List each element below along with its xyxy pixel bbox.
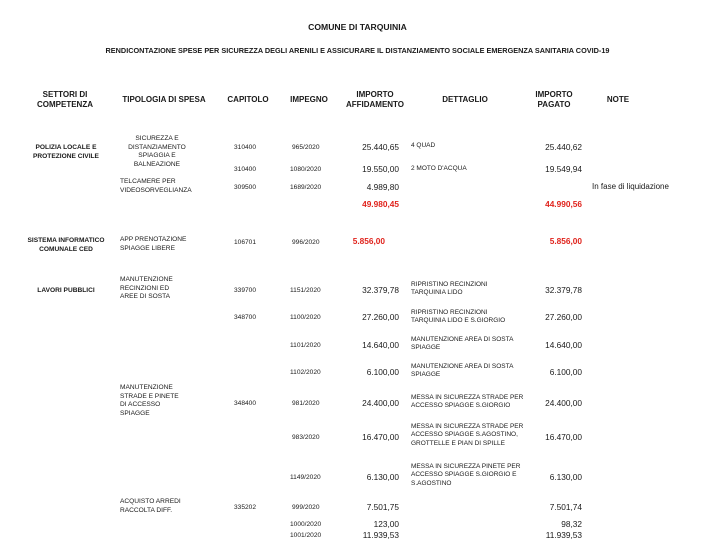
- affidamento-cell: 32.379,78: [362, 285, 399, 295]
- tipologia-t1-line2: DISTANZIAMENTO: [128, 143, 186, 151]
- tipologia-t5-line2: STRADE E PINETE: [120, 392, 179, 400]
- header-capitolo: CAPITOLO: [227, 95, 269, 104]
- header-note: NOTE: [606, 95, 630, 104]
- dettaglio-line2: SPIAGGE: [411, 344, 441, 352]
- affidamento-cell: 7.501,75: [366, 502, 399, 512]
- dettaglio-cell: [411, 423, 523, 448]
- pagato-cell: 32.379,78: [545, 285, 582, 295]
- pagato-cell: 14.640,00: [545, 340, 582, 350]
- capitolo-cell: 106701: [234, 239, 257, 246]
- affidamento-cell: 24.400,00: [362, 398, 399, 408]
- tipologia-t4-line2: RECINZIONI ED: [120, 284, 170, 292]
- tipologia-telecamere: [120, 178, 210, 195]
- affidamento-cell: 11.939,53: [362, 530, 399, 540]
- header-settori-line2: COMPETENZA: [37, 100, 93, 109]
- affidamento-cell: 19.550,00: [362, 164, 399, 174]
- impegno-cell: 1100/2020: [290, 314, 321, 321]
- impegno-cell: 965/2020: [292, 144, 320, 151]
- document-title: COMUNE DI TARQUINIA: [308, 22, 407, 32]
- header-affidamento-line2: AFFIDAMENTO: [345, 100, 405, 109]
- impegno-cell: 1151/2020: [290, 287, 321, 294]
- impegno-cell: 1102/2020: [290, 369, 321, 376]
- header-pagato-line1: IMPORTO: [535, 90, 573, 99]
- tipologia-manutenzione-strade: [120, 384, 210, 418]
- dettaglio-cell: 2 MOTO D'ACQUA: [411, 165, 467, 172]
- pagato-cell: 19.549,94: [545, 164, 582, 174]
- capitolo-cell: 310400: [234, 144, 257, 151]
- capitolo-cell: 310400: [234, 166, 257, 173]
- tipologia-t4-line1: MANUTENZIONE: [120, 276, 173, 283]
- pagato-cell: 16.470,00: [545, 432, 582, 442]
- affidamento-cell: 6.130,00: [366, 472, 399, 482]
- dettaglio-line1: MANUTENZIONE AREA DI SOSTA: [411, 363, 514, 370]
- tipologia-t1-line1: SICUREZZA E: [135, 135, 179, 142]
- pagato-cell: 27.260,00: [545, 312, 582, 322]
- header-tipologia: TIPOLOGIA DI SPESA: [122, 95, 206, 104]
- dettaglio-line2: TARQUINIA LIDO: [411, 289, 463, 297]
- tipologia-t6-line2: RACCOLTA DIFF.: [120, 506, 173, 514]
- affidamento-cell: 6.100,00: [366, 367, 399, 377]
- header-pagato-line2: PAGATO: [537, 100, 571, 109]
- dettaglio-line2: SPIAGGE: [411, 371, 441, 379]
- document-subtitle: RENDICONTAZIONE SPESE PER SICUREZZA DEGLI ARENILI E ASSICURARE IL DISTANZIAMENTO SOCIALE EMERGENZA SANITARIA COVID-19: [105, 46, 610, 55]
- affidamento-cell: 16.470,00: [362, 432, 399, 442]
- note-cell: In fase di liquidazione: [592, 182, 669, 191]
- affidamento-cell: 27.260,00: [362, 312, 399, 322]
- impegno-cell: 1001/2020: [290, 532, 322, 539]
- sector-polizia-line1: POLIZIA LOCALE E: [35, 144, 97, 151]
- total-pagato-ced: 5.856,00: [549, 236, 582, 246]
- dettaglio-line3: GROTTELLE E PIAN DI SPILLE: [411, 439, 505, 447]
- affidamento-cell: 4.989,80: [366, 182, 399, 192]
- tipologia-t5-line3: DI ACCESSO: [120, 401, 161, 409]
- affidamento-cell: 123,00: [373, 519, 399, 529]
- impegno-cell: 1689/2020: [290, 184, 322, 191]
- tipologia-acquisto-arredi: [120, 498, 210, 515]
- impegno-cell: 1149/2020: [290, 474, 321, 481]
- tipologia-app-prenotazione: [120, 236, 210, 253]
- dettaglio-line1: RIPRISTINO RECINZIONI: [411, 309, 488, 316]
- tipologia-t4-line3: AREE DI SOSTA: [120, 293, 171, 301]
- tipologia-sicurezza-spiaggia: [118, 135, 196, 169]
- pagato-cell: 7.501,74: [549, 502, 582, 512]
- capitolo-cell: 335202: [234, 504, 257, 511]
- impegno-cell: 1000/2020: [290, 521, 322, 528]
- pagato-cell: 6.100,00: [549, 367, 582, 377]
- tipologia-t3-line2: SPIAGGE LIBERE: [120, 244, 175, 252]
- dettaglio-cell: [411, 336, 513, 353]
- dettaglio-line2: ACCESSO SPIAGGE S.AGOSTINO,: [411, 431, 518, 439]
- sector-sistema-informatico: [24, 236, 108, 254]
- sector-ced-line1: SISTEMA INFORMATICO: [27, 237, 105, 244]
- total-pagato-polizia: 44.990,56: [545, 199, 582, 209]
- capitolo-cell: 348400: [234, 400, 257, 407]
- impegno-cell: 996/2020: [292, 239, 320, 246]
- dettaglio-line1: MESSA IN SICUREZZA STRADE PER: [411, 423, 524, 430]
- tipologia-t3-line1: APP PRENOTAZIONE: [120, 236, 187, 243]
- dettaglio-line1: MESSA IN SICUREZZA STRADE PER: [411, 394, 524, 401]
- dettaglio-cell: [411, 281, 488, 298]
- impegno-cell: 999/2020: [292, 504, 320, 511]
- impegno-cell: 1101/2020: [290, 342, 321, 349]
- tipologia-t6-line1: ACQUISTO ARREDI: [120, 498, 181, 505]
- total-affidamento-ced: 5.856,00: [352, 236, 385, 246]
- affidamento-cell: 14.640,00: [362, 340, 399, 350]
- capitolo-cell: 309500: [234, 184, 257, 191]
- tipologia-t5-line4: SPIAGGE: [120, 409, 150, 417]
- pagato-cell: 98,32: [561, 519, 582, 529]
- dettaglio-line2: ACCESSO SPIAGGE S.GIORGIO: [411, 402, 511, 410]
- sector-ced-line2: COMUNALE CED: [39, 246, 93, 253]
- header-affidamento: [340, 90, 410, 110]
- tipologia-t5-line1: MANUTENZIONE: [120, 384, 173, 391]
- pagato-cell: 24.400,00: [545, 398, 582, 408]
- header-affidamento-line1: IMPORTO: [356, 90, 394, 99]
- dettaglio-line1: MANUTENZIONE AREA DI SOSTA: [411, 336, 514, 343]
- dettaglio-line1: RIPRISTINO RECINZIONI: [411, 281, 488, 288]
- header-settori-line1: SETTORI DI: [42, 90, 88, 99]
- tipologia-t2-line1: TELCAMERE PER: [120, 178, 176, 185]
- dettaglio-line1: MESSA IN SICUREZZA PINETE PER: [411, 463, 521, 470]
- header-pagato: [528, 90, 580, 110]
- header-impegno: IMPEGNO: [290, 95, 328, 104]
- tipologia-manutenzione-recinzioni: [120, 276, 210, 302]
- pagato-cell: 25.440,62: [545, 142, 582, 152]
- dettaglio-cell: [411, 309, 505, 326]
- impegno-cell: 981/2020: [292, 400, 320, 407]
- capitolo-cell: 339700: [234, 287, 257, 294]
- capitolo-cell: 348700: [234, 314, 257, 321]
- affidamento-cell: 25.440,65: [362, 142, 399, 152]
- tipologia-t2-line2: VIDEOSORVEGLIANZA: [120, 186, 192, 194]
- total-affidamento-polizia: 49.980,45: [362, 199, 399, 209]
- tipologia-t1-line3: SPIAGGIA E: [138, 152, 176, 160]
- impegno-cell: 983/2020: [292, 434, 320, 441]
- impegno-cell: 1080/2020: [290, 166, 322, 173]
- pagato-cell: 11.939,53: [545, 530, 582, 540]
- dettaglio-cell: 4 QUAD: [411, 142, 436, 149]
- pagato-cell: 6.130,00: [549, 472, 582, 482]
- dettaglio-line2: TARQUINIA LIDO E S.GIORGIO: [411, 317, 506, 325]
- dettaglio-cell: [411, 463, 520, 488]
- sector-lavori-pubblici: LAVORI PUBBLICI: [37, 287, 95, 294]
- header-settori: [30, 90, 100, 110]
- dettaglio-cell: [411, 363, 513, 380]
- sector-polizia-locale: [26, 143, 106, 161]
- header-dettaglio: DETTAGLIO: [442, 95, 488, 104]
- dettaglio-line2: ACCESSO SPIAGGE S.GIORGIO E: [411, 471, 517, 479]
- tipologia-t1-line4: BALNEAZIONE: [133, 160, 181, 168]
- dettaglio-cell: [411, 394, 523, 411]
- sector-polizia-line2: PROTEZIONE CIVILE: [33, 153, 99, 160]
- dettaglio-line3: S.AGOSTINO: [411, 479, 452, 487]
